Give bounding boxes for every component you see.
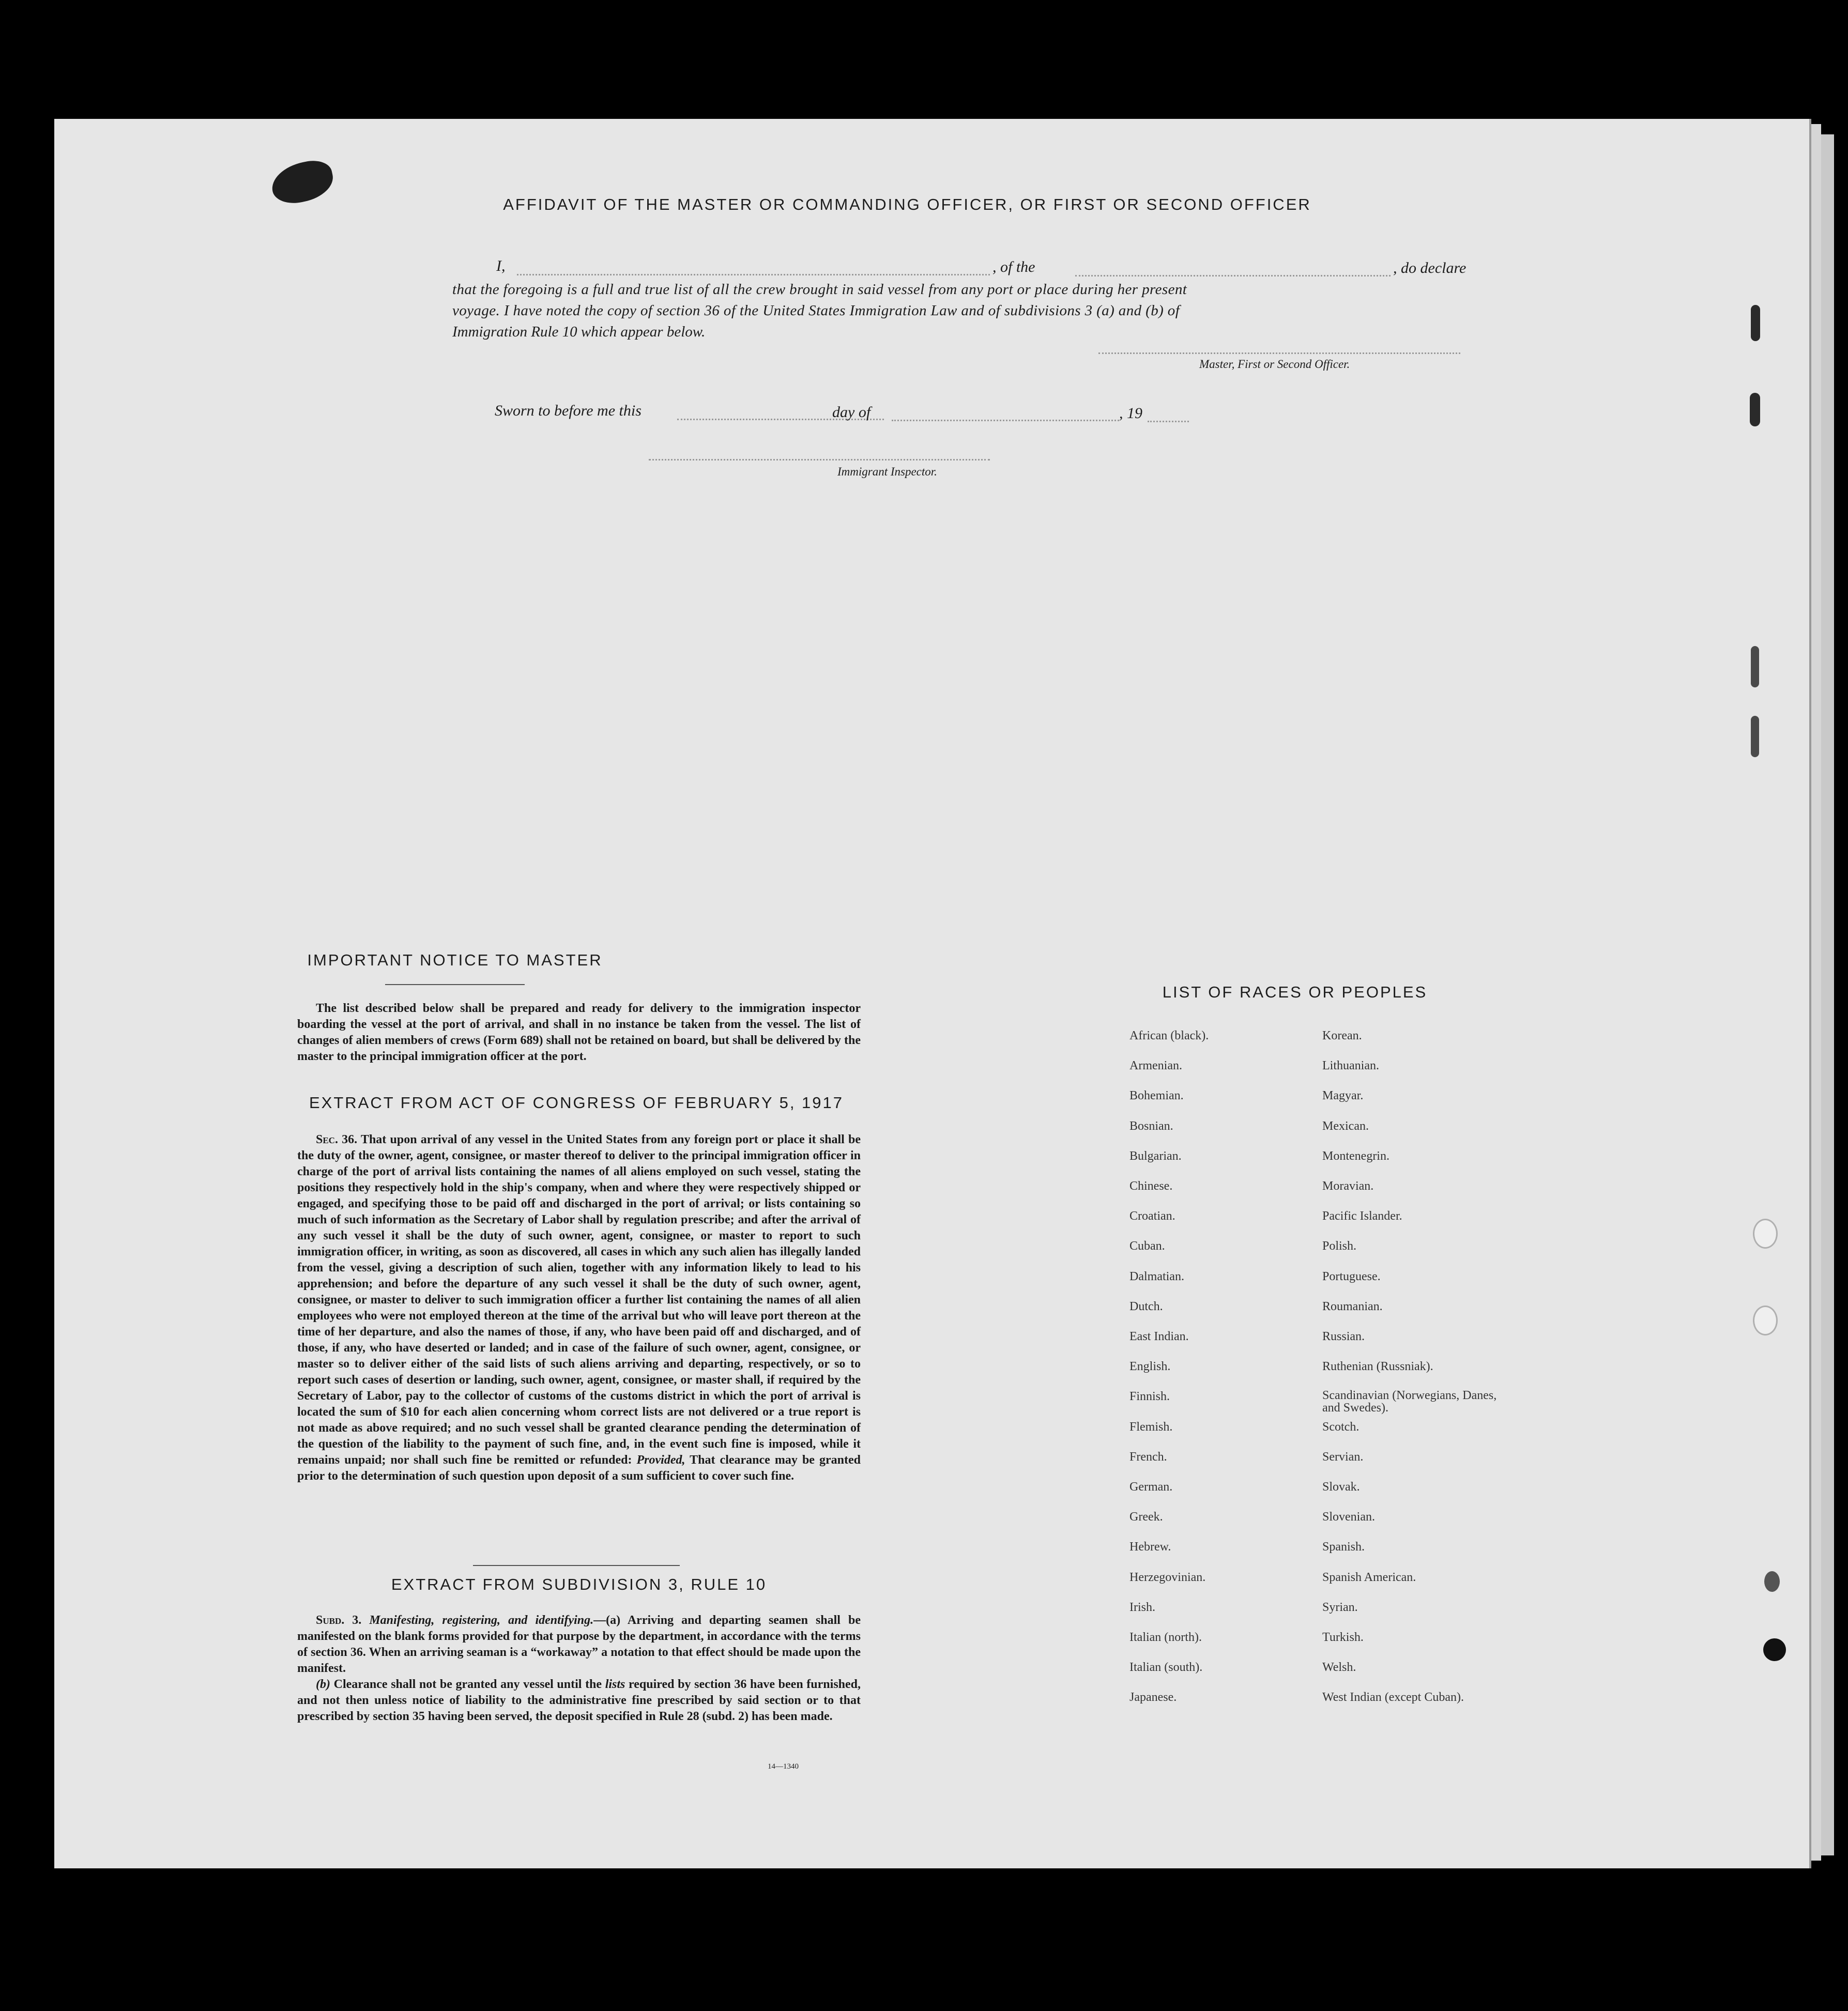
inspector-signature-line	[649, 459, 990, 460]
form-number: 14—1340	[768, 1762, 799, 1771]
race-right-item: Spanish.	[1322, 1540, 1365, 1554]
races-title: LIST OF RACES OR PEOPLES	[1162, 983, 1428, 1001]
damage-smudge	[268, 157, 337, 207]
race-left-item: Finnish.	[1129, 1390, 1170, 1404]
race-left-item: English.	[1129, 1360, 1171, 1374]
race-left-item: Cuban.	[1129, 1239, 1165, 1253]
vessel-name-line	[1075, 275, 1391, 277]
race-left-item: German.	[1129, 1480, 1173, 1494]
notice-title-rule	[385, 984, 525, 985]
race-right-item: Spanish American.	[1322, 1570, 1416, 1584]
binder-hole	[1753, 1219, 1778, 1249]
signature-caption: Master, First or Second Officer.	[1199, 358, 1350, 371]
race-left-item: Italian (south).	[1129, 1661, 1203, 1675]
do-declare-label: , do declare	[1393, 259, 1467, 277]
signature-line	[1098, 352, 1460, 354]
para-a-label: —(a)	[593, 1614, 621, 1627]
race-right-item: Portuguese.	[1322, 1269, 1381, 1283]
race-right-item: Polish.	[1322, 1239, 1357, 1253]
race-right-item: Turkish.	[1322, 1631, 1364, 1644]
inspector-caption: Immigrant Inspector.	[837, 465, 937, 478]
race-left-item: Dutch.	[1129, 1299, 1163, 1313]
binder-hole	[1753, 1306, 1778, 1335]
affidavit-statement-line2: voyage. I have noted the copy of section 36 of the United States Immigration Law and of subdivisions 3 (a) and (b) of	[452, 302, 1180, 319]
proviso-label: Provided,	[636, 1453, 685, 1467]
affidavit-statement-line3: Immigration Rule 10 which appear below.	[452, 324, 706, 340]
notice-title: IMPORTANT NOTICE TO MASTER	[307, 951, 603, 969]
year-prefix: , 19	[1119, 405, 1142, 422]
race-right-item: Russian.	[1322, 1330, 1365, 1343]
notice-paragraph: The list described below shall be prepared and ready for delivery to the immigration inspector boarding the vessel at the port of arrival, and shall in no instance be taken from the vessel. The list of changes of alien members of crews (Form 689) shall not be retained on board, but shall be delivered by the master to the principal immigration officer at the port.	[297, 1002, 861, 1063]
race-right-item: Mexican.	[1322, 1119, 1369, 1133]
race-left-item: Flemish.	[1129, 1420, 1173, 1434]
affidavit-statement-line1: that the foregoing is a full and true list of all the crew brought in said vessel from any port or place during her present	[452, 281, 1187, 298]
race-right-item: Roumanian.	[1322, 1299, 1383, 1313]
race-right-item: Welsh.	[1322, 1661, 1356, 1675]
rule-extract-text	[297, 1613, 861, 1725]
race-left-item: Herzegovinian.	[1129, 1570, 1206, 1584]
race-left-item: African (black).	[1129, 1029, 1209, 1042]
day-of-label: day of	[832, 404, 871, 421]
race-right-item: Scandinavian (Norwegians, Danes, and Swedes).	[1322, 1389, 1497, 1415]
binder-clip-mark	[1751, 305, 1760, 341]
race-left-item: Armenian.	[1129, 1059, 1182, 1073]
proviso-text: That clearance may be granted prior to the determination of such question upon deposit of a sum sufficient to cover such fine.	[297, 1453, 861, 1483]
race-right-item: Lithuanian.	[1322, 1059, 1379, 1073]
race-right-item: Montenegrin.	[1322, 1149, 1389, 1163]
binder-clip-mark	[1750, 393, 1760, 426]
subd-label: Subd. 3.	[316, 1614, 362, 1627]
race-left-item: French.	[1129, 1450, 1167, 1464]
binder-clip-mark	[1763, 1638, 1786, 1661]
race-right-item: Pacific Islander.	[1322, 1209, 1402, 1223]
binder-clip-mark	[1751, 646, 1759, 687]
sworn-prefix: Sworn to before me this	[495, 402, 642, 419]
race-right-item: Moravian.	[1322, 1179, 1374, 1193]
race-right-item: Syrian.	[1322, 1600, 1358, 1614]
race-right-item: Slovak.	[1322, 1480, 1360, 1494]
act-extract-title: EXTRACT FROM ACT OF CONGRESS OF FEBRUARY 5, 1917	[309, 1094, 844, 1112]
race-left-item: Italian (north).	[1129, 1631, 1202, 1644]
race-left-item: Irish.	[1129, 1600, 1155, 1614]
race-left-item: Chinese.	[1129, 1179, 1173, 1193]
race-right-item: Scotch.	[1322, 1420, 1360, 1434]
race-right-item: Korean.	[1322, 1029, 1362, 1042]
act-extract-end-rule	[473, 1565, 680, 1566]
sworn-month-line	[892, 420, 1119, 421]
para-b-lists: lists	[605, 1678, 625, 1691]
declarant-name-line	[517, 274, 990, 275]
binder-clip-mark	[1751, 716, 1759, 757]
section-36-text: That upon arrival of any vessel in the United States from any foreign port or place it shall be the duty of the owner, agent, consignee, or master thereof to deliver to the principal immigration officer in charge of the port of arrival lists containing the names of all aliens employed on such vessel, stating the positions they respectively hold in the ship's company, when and where they were respectively shipped or engaged, and specifying those to be paid off and discharged in the port of arrival; or lists containing so much of such information as the Secretary of Labor shall by regulation prescribe; and after the arrival of any such vessel it shall be the duty of such owner, agent, consignee, or master to report to such immigration officer, in writing, as soon as discovered, all cases in which any such alien has illegally landed from the vessel, giving a description of such alien, together with any information likely to lead to his apprehension; and before the departure of any such vessel it shall be the duty of such owner, agent, consignee, or master to deliver to such immigration officer a further list containing the names of all alien employees who were not employed thereon at the time of the arrival but who will leave port thereon at the time of her departure, and also the names of those, if any, who have been paid off and discharged, and of those, if any, who have deserted or landed; and in case of the failure of such owner, agent, consignee, or master so to deliver either of the said lists of such aliens arriving and departing, respectively, or so to report such cases of desertion or landing, such owner, agent, consignee, or master shall, if required by the Secretary of Labor, pay to the collector of customs of the customs district in which the port of arrival is located the sum of $10 for each alien concerning whom correct lists are not delivered or a true report is not made as above required; and no such vessel shall be granted clearance pending the determination of the question of the liability to the payment of such fine, and, in the event such fine is imposed, while it remains unpaid; nor shall such fine be remitted or refunded:	[297, 1133, 861, 1467]
race-left-item: Croatian.	[1129, 1209, 1175, 1223]
year-line	[1148, 421, 1189, 422]
race-right-item: Ruthenian (Russniak).	[1322, 1360, 1433, 1374]
race-right-item: West Indian (except Cuban).	[1322, 1691, 1464, 1705]
declarant-prefix: I,	[496, 257, 506, 274]
affidavit-title: AFFIDAVIT OF THE MASTER OR COMMANDING OFFICER, OR FIRST OR SECOND OFFICER	[503, 195, 1311, 213]
race-left-item: Bohemian.	[1129, 1089, 1184, 1103]
binder-clip-mark	[1764, 1571, 1780, 1592]
race-left-item: Greek.	[1129, 1510, 1163, 1524]
race-left-item: Hebrew.	[1129, 1540, 1171, 1554]
race-left-item: Bulgarian.	[1129, 1149, 1182, 1163]
para-b-label: (b)	[316, 1678, 330, 1691]
race-right-item: Servian.	[1322, 1450, 1364, 1464]
para-b-text-1: Clearance shall not be granted any vessel until the	[333, 1678, 602, 1691]
race-right-item: Slovenian.	[1322, 1510, 1375, 1524]
race-left-item: Japanese.	[1129, 1691, 1177, 1705]
race-right-item: Magyar.	[1322, 1089, 1364, 1103]
rule-extract-title: EXTRACT FROM SUBDIVISION 3, RULE 10	[391, 1575, 767, 1593]
document-page	[54, 119, 1811, 1868]
race-left-item: East Indian.	[1129, 1330, 1189, 1343]
subd-heading: Manifesting, registering, and identifying.	[369, 1614, 594, 1627]
section-label: Sec. 36.	[316, 1133, 358, 1146]
para-a-text: Arriving and departing seamen shall be manifested on the blank forms provided for that purpose by the department, in accordance with the terms of section 36. When an arriving seaman is a “workaway” a notation to that effect should be made upon the manifest.	[297, 1614, 861, 1675]
notice-text	[297, 1001, 861, 1065]
race-left-item: Dalmatian.	[1129, 1269, 1184, 1283]
race-left-item: Bosnian.	[1129, 1119, 1173, 1133]
para-b-text-2: required by section 36 have been furnished, and not then unless notice of liability to the administrative fine prescribed by said section or to that prescribed by section 35 having been served, the deposit specified in Rule 28 (subd. 2) has been made.	[297, 1678, 861, 1723]
act-extract-text	[297, 1132, 861, 1484]
of-the-label: , of the	[992, 258, 1035, 275]
